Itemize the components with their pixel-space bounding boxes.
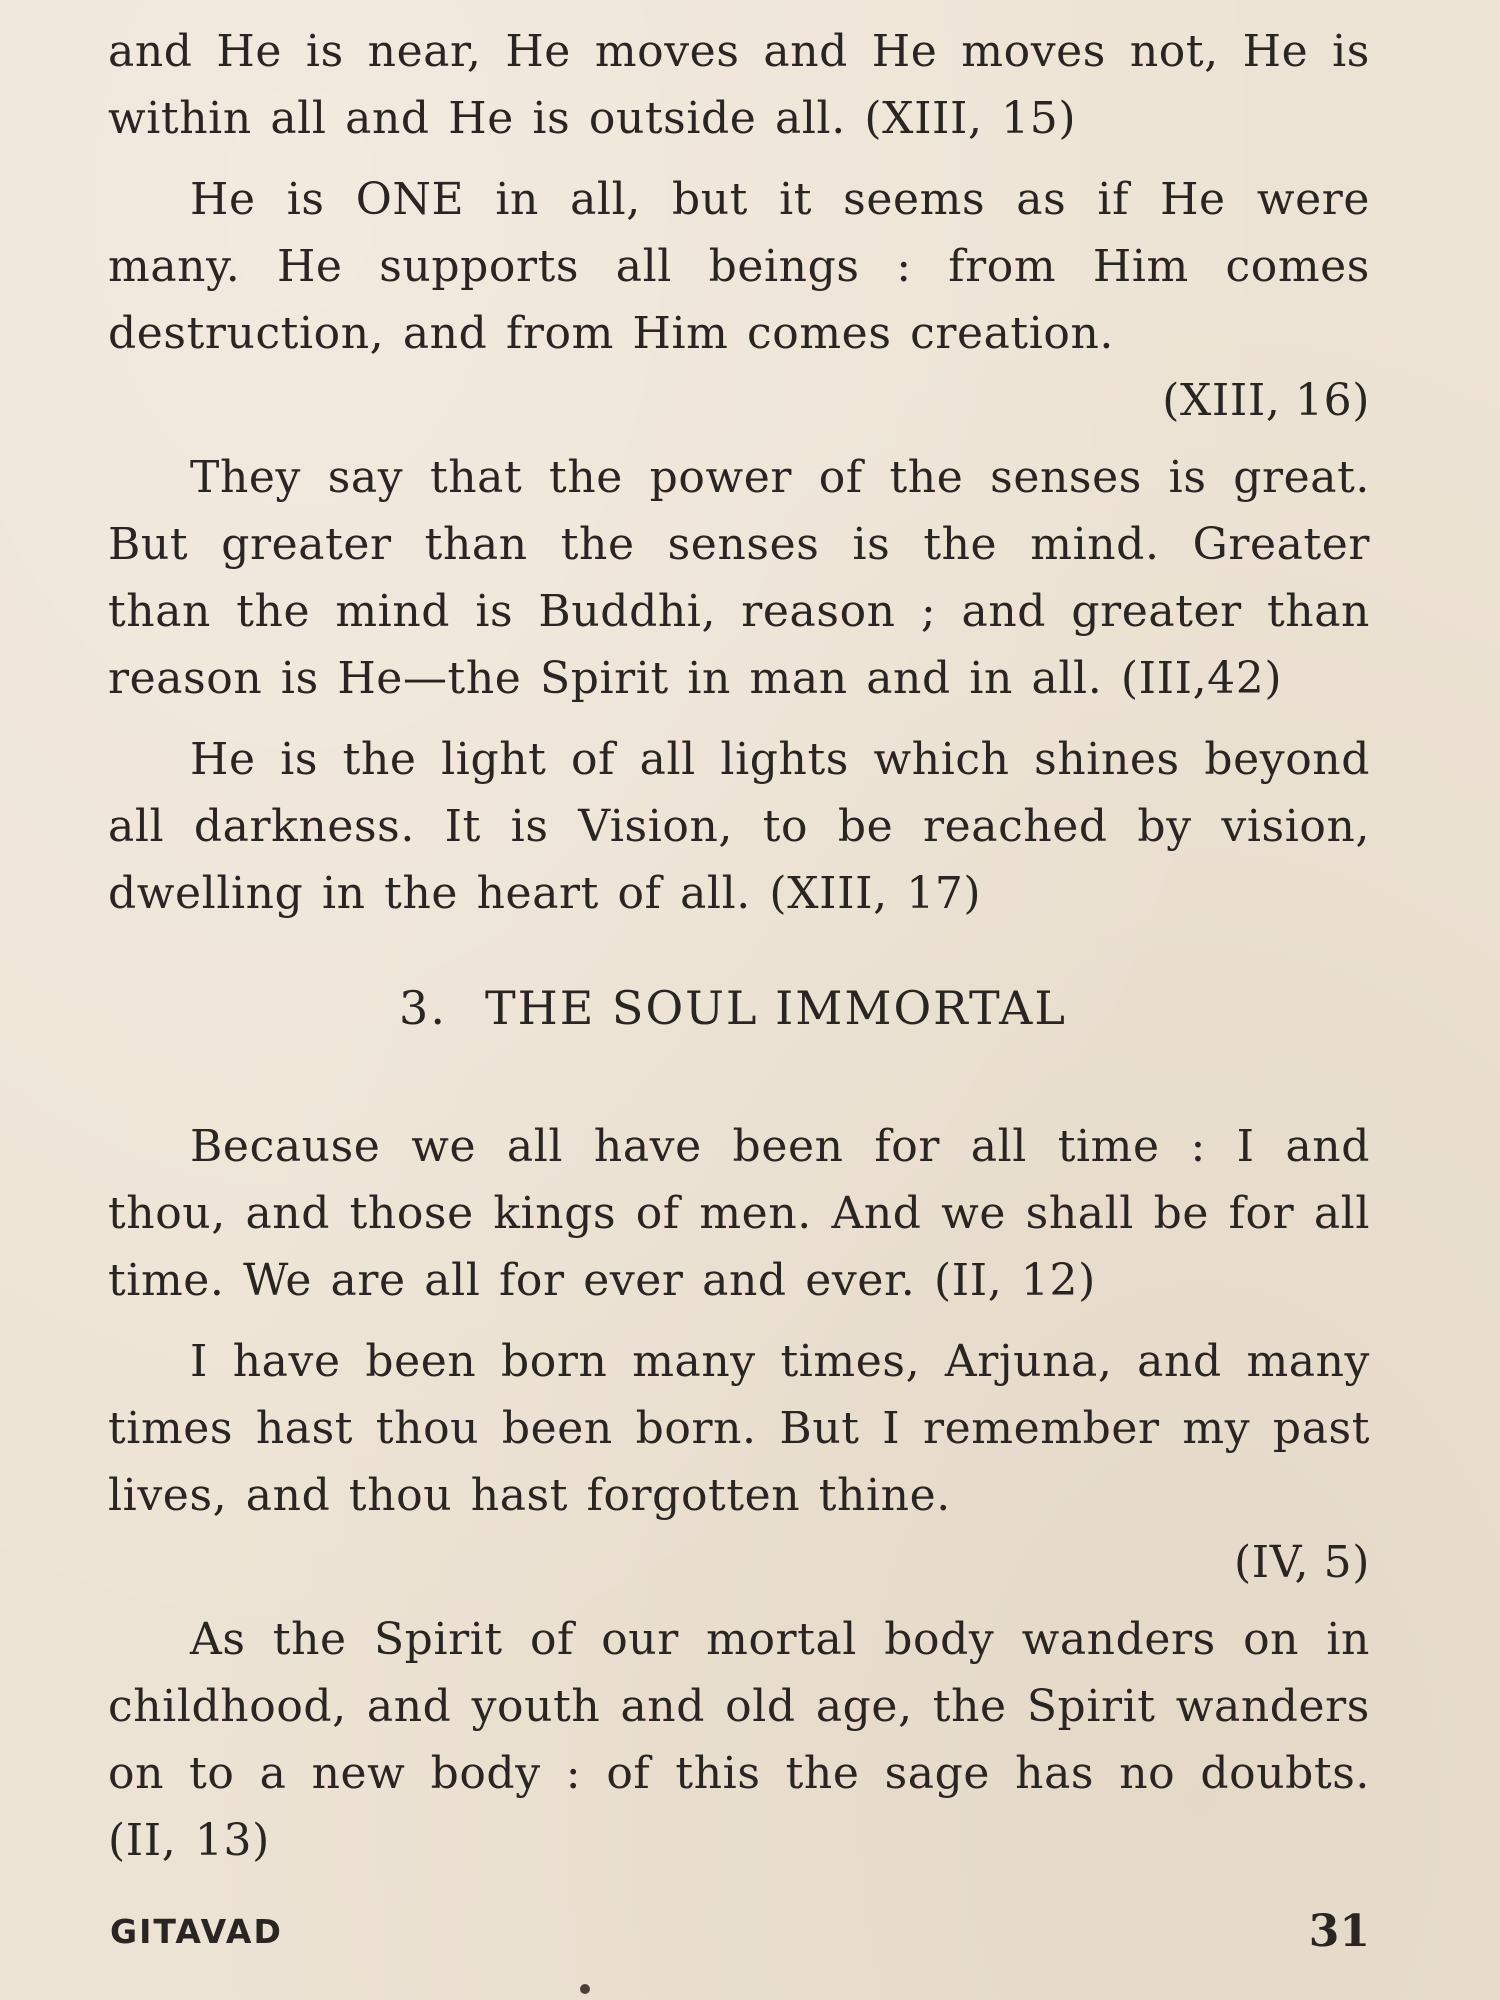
paragraph-xiii-15: and He is near, He moves and He moves not, He is within all and He is outside all. (XIII, 15)	[108, 26, 1370, 144]
paragraph-xiii-16: He is ONE in all, but it seems as if He were many. He supports all beings : from Him comes destruction, and from Him comes creation.	[108, 174, 1370, 359]
section-title: THE SOUL IMMORTAL	[484, 981, 1067, 1035]
paragraph-iv-5: I have been born many times, Arjuna, and many times hast thou been born. But I remember my past lives, and thou hast forgotten thine.	[108, 1336, 1370, 1521]
paragraph-ii-13: As the Spirit of our mortal body wanders on in childhood, and youth and old age, the Spirit wanders on to a new body : of this the sage has no doubts. (II, 13)	[108, 1614, 1370, 1866]
section-heading	[108, 973, 1370, 1043]
running-footer-title: GITAVAD	[110, 1912, 283, 1951]
page-number: 31	[1308, 1906, 1370, 1957]
page-footer	[108, 1906, 1370, 1966]
verse-reference-iv-5: (IV, 5)	[1234, 1537, 1370, 1588]
section-number: 3.	[399, 981, 447, 1035]
paper-speck	[580, 1984, 590, 1994]
paragraph-ii-12: Because we all have been for all time : I and thou, and those kings of men. And we shall be for all time. We are all for ever and ever. (II, 12)	[108, 1121, 1370, 1306]
paragraph-iii-42: They say that the power of the senses is great. But greater than the senses is the mind. Greater than the mind is Buddhi, reason ; and greater than reason is He—the Spirit in man and in all. (III,42)	[108, 452, 1370, 704]
book-page	[108, 18, 1370, 1978]
paragraph-xiii-17: He is the light of all lights which shines beyond all darkness. It is Vision, to be reached by vision, dwelling in the heart of all. (XIII, 17)	[108, 734, 1370, 919]
verse-reference-xiii-16: (XIII, 16)	[1162, 375, 1370, 426]
